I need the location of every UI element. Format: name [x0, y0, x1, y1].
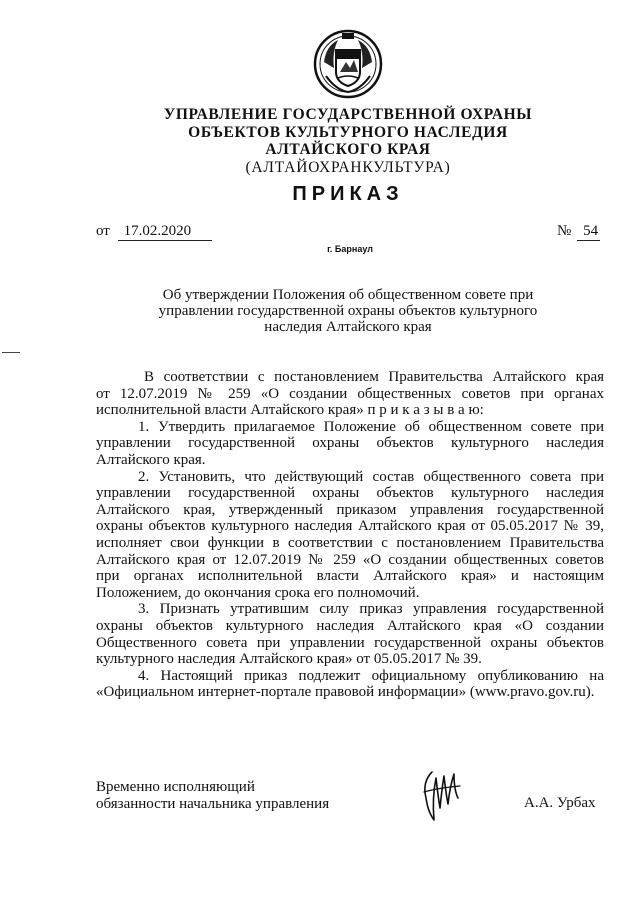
- paragraph-3-line: 3. Признать утратившим силу приказ управления государственной: [138, 601, 604, 618]
- subject-line-3: наследия Алтайского края: [264, 319, 432, 335]
- org-name-line-1: УПРАВЛЕНИЕ ГОСУДАРСТВЕННОЙ ОХРАНЫ: [163, 106, 533, 123]
- margin-mark: [2, 352, 20, 353]
- org-short-name: (АЛТАЙОХРАНКУЛЬТУРА): [245, 158, 451, 176]
- paragraph-2-line: Алтайского края, утвержденный приказом управления государственной: [96, 501, 604, 518]
- org-name-line-2: ОБЪЕКТОВ КУЛЬТУРНОГО НАСЛЕДИЯ: [188, 123, 508, 141]
- paragraph-2-line: охраны объектов культурного наследия Алтайского края от 05.05.2017 № 39,: [96, 518, 604, 535]
- number-value: 54: [577, 223, 600, 241]
- paragraph-3-line: Общественного совета при управлении государственной охраны объектов: [96, 634, 604, 651]
- paragraph-3-line: охраны объектов культурного наследия Алтайского края «О создании: [96, 617, 604, 634]
- signer-name: А.А. Урбах: [524, 795, 596, 811]
- document-subject: [136, 287, 560, 335]
- document-type-title: ПРИКАЗ: [292, 183, 404, 205]
- paragraph-4-line: 4. Настоящий приказ подлежит официальному опубликованию на: [138, 667, 604, 684]
- paragraph-1-line: 1. Утвердить прилагаемое Положение об общественном совете при: [138, 418, 604, 435]
- handwritten-signature-icon: [418, 768, 468, 822]
- position-line-1: Временно исполняющий: [96, 779, 255, 795]
- paragraph-1-line: Алтайского края.: [96, 451, 206, 468]
- coat-of-arms-icon: [312, 28, 384, 100]
- paragraph-4-line: «Официальном интернет-портале правовой информации» (www.pravo.gov.ru).: [96, 684, 595, 701]
- paragraph-2-line: при органах исполнительной власти Алтайского края» и настоящим: [96, 568, 604, 585]
- subject-line-2: управлении государственной охраны объектов культурного: [158, 303, 538, 319]
- paragraph-preamble-line: исполнительной власти Алтайского края» п р и к а з ы в а ю:: [96, 402, 484, 419]
- paragraph-1-line: управлении государственной охраны объектов культурного наследия: [96, 435, 604, 452]
- paragraph-2-line: исполняет свои функции в соответствии с постановлением Правительства: [96, 534, 604, 551]
- subject-line-1: Об утверждении Положения об общественном совете при: [162, 287, 534, 303]
- date-prefix: от: [96, 223, 110, 239]
- paragraph-2-line: управлении государственной охраны объектов культурного наследия: [96, 485, 604, 502]
- document-body: [96, 369, 604, 701]
- organization-header: [120, 106, 576, 176]
- paragraph-preamble-line: от 12.07.2019 № 259 «О создании общественных советов при органах: [96, 385, 604, 402]
- org-name-line-3: АЛТАЙСКОГО КРАЯ: [265, 141, 431, 158]
- number-prefix: №: [557, 223, 572, 239]
- paragraph-2-line: 2. Установить, что действующий состав общественного совета при: [138, 468, 604, 485]
- paragraph-2-line: Алтайского края от 12.07.2019 № 259 «О создании общественных советов: [96, 551, 604, 568]
- position-line-2: обязанности начальника управления: [96, 795, 330, 812]
- paragraph-3-line: культурного наследия Алтайского края» от 05.05.2017 № 39.: [96, 651, 482, 668]
- document-number: [557, 223, 600, 241]
- paragraph-preamble-line: В соответствии с постановлением Правительства Алтайского края: [144, 369, 604, 385]
- signatory-position: [96, 779, 329, 812]
- date-value: 17.02.2020: [118, 223, 212, 241]
- document-date: [96, 223, 212, 241]
- paragraph-2-line: Положением, до окончания срока его полномочий.: [96, 584, 420, 601]
- issue-city: г. Барнаул: [327, 244, 373, 254]
